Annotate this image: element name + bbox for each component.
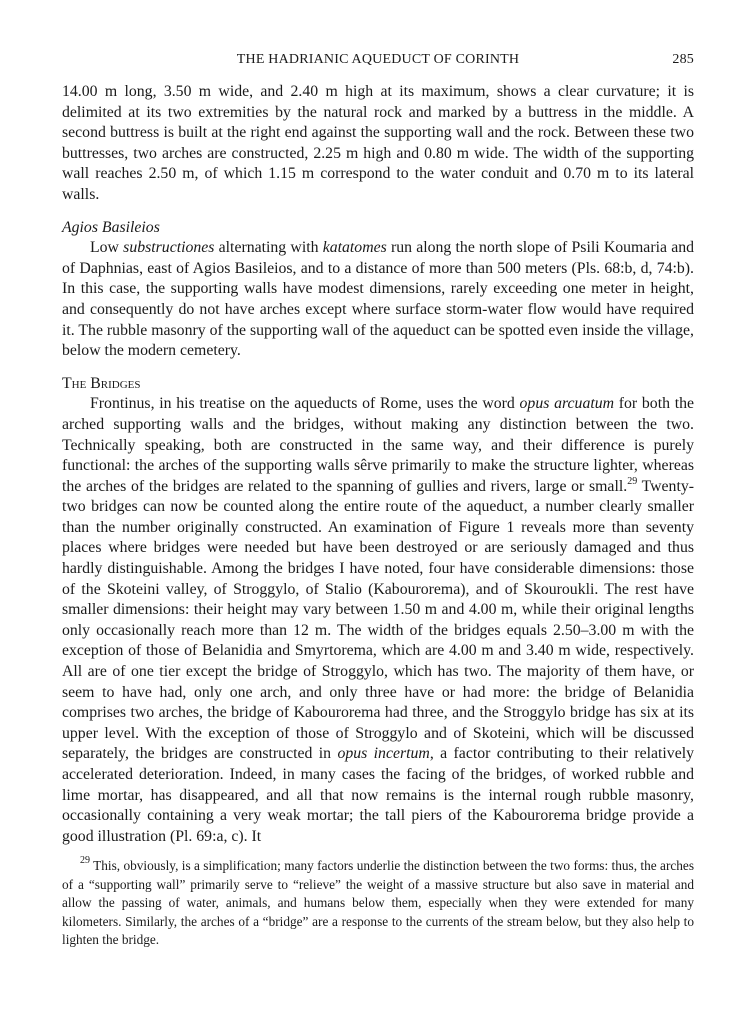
text-run: for both the arched supporting walls and the bridges, without making any distinction between the two. Technically speaking, both are constructed in the same way, and their difference is purely functional: the arches of the supporting walls sêrve primarily to make the structure lighter, whereas the arches of the bridges are related to the spanning of gullies and rivers, large or small. xyxy=(62,395,694,495)
page xyxy=(62,52,694,949)
footnote xyxy=(62,857,694,949)
body-text xyxy=(62,82,694,847)
text-run: Low xyxy=(90,239,124,257)
text-run: Frontinus, in his treatise on the aqueducts of Rome, uses the word xyxy=(90,395,520,413)
text-run: run along the north slope of Psili Koumaria and of Daphnias, east of Agios Basileios, and to a distance of more than 500 meters (Pls. 68:b, d, 74:b). In this case, the supporting walls have modest dimensions, rarely exceeding one meter in height, and consequently do not have arches except where surface storm-water flow would have required it. The rubble masonry of the supporting wall of the aqueduct can be spotted even inside the village, below the modern cemetery. xyxy=(62,239,694,360)
paragraph-agios-basileios xyxy=(62,238,694,362)
italic-term: opus arcuatum xyxy=(519,395,615,413)
paragraph-continued: 14.00 m long, 3.50 m wide, and 2.40 m high at its maximum, shows a clear curvature; it is delimited at its two extremities by the natural rock and marked by a buttress in the middle. A second buttress is built at the right end against the supporting wall and the rock. Between these two buttresses, two arches are constructed, 2.25 m high and 0.80 m wide. The width of the supporting wall reaches 2.50 m, of which 1.15 m correspond to the water conduit and 0.70 m to its lateral walls. xyxy=(62,83,694,203)
page-number: 285 xyxy=(672,52,694,67)
italic-term: katatomes xyxy=(322,239,387,257)
paragraph-bridges xyxy=(62,394,694,847)
text-run: , a factor contributing to their relatively accelerated deterioration. Indeed, in many cases the facing of the bridges, of worked rubble and lime mortar, has disappeared, and all that now remains is the internal rough rubble masonry, occasionally containing a very weak mortar; the tall piers of the Kabourorema bridge provide a good illustration (Pl. 69:a, c). It xyxy=(62,745,695,845)
footnote-text: This, obviously, is a simplification; many factors underlie the distinction between the two forms: thus, the arches of a “supporting wall” primarily serve to “relieve” the weight of a massive structure but also save in material and allow the passing of water, animals, and humans below them, especially when they were extended for many kilometers. Similarly, the arches of a “bridge” are a response to the currents of the stream below, but they also help to lighten the bridge. xyxy=(62,858,694,947)
section-heading-agios-basileios: Agios Basileios xyxy=(62,218,160,236)
section-heading-bridges: The Bridges xyxy=(62,374,141,392)
running-title: THE HADRIANIC AQUEDUCT OF CORINTH xyxy=(236,52,520,67)
running-header xyxy=(62,52,694,74)
footnote-reference: 29 xyxy=(627,475,638,487)
text-run: alternating with xyxy=(214,239,323,257)
italic-term: substructiones xyxy=(123,239,215,257)
footnote-number: 29 xyxy=(80,855,90,867)
italic-term: opus incertum xyxy=(337,745,430,763)
text-run: Twenty-two bridges can now be counted along the entire route of the aqueduct, a number clearly smaller than the number originally constructed. An examination of Figure 1 reveals more than seventy places where bridges were needed but have been destroyed or are seriously damaged and thus hardly distinguishable. Among the bridges I have noted, four have considerable dimensions: those of the Skoteini valley, of Stroggylo, of Stalio (Kabourorema), and of Skouroukli. The rest have smaller dimensions: their height may vary between 1.50 m and 4.00 m, while their original lengths only occasionally reach more than 12 m. The width of the bridges equals 2.50–3.00 m with the exception of those of Belanidia and Smyrtorema, which are 4.00 m and 3.40 m wide, respectively. All are of one tier except the bridge of Stroggylo, which has two. The majority of them have, or seem to have had, only one arch, and only three have or had more: the bridge of Belanidia comprises two arches, the bridge of Kabourorema had three, and the Stroggylo bridge has six at its upper level. With the exception of those of Stroggylo and of Skoteini, which will be discussed separately, the bridges are constructed in xyxy=(62,477,695,763)
